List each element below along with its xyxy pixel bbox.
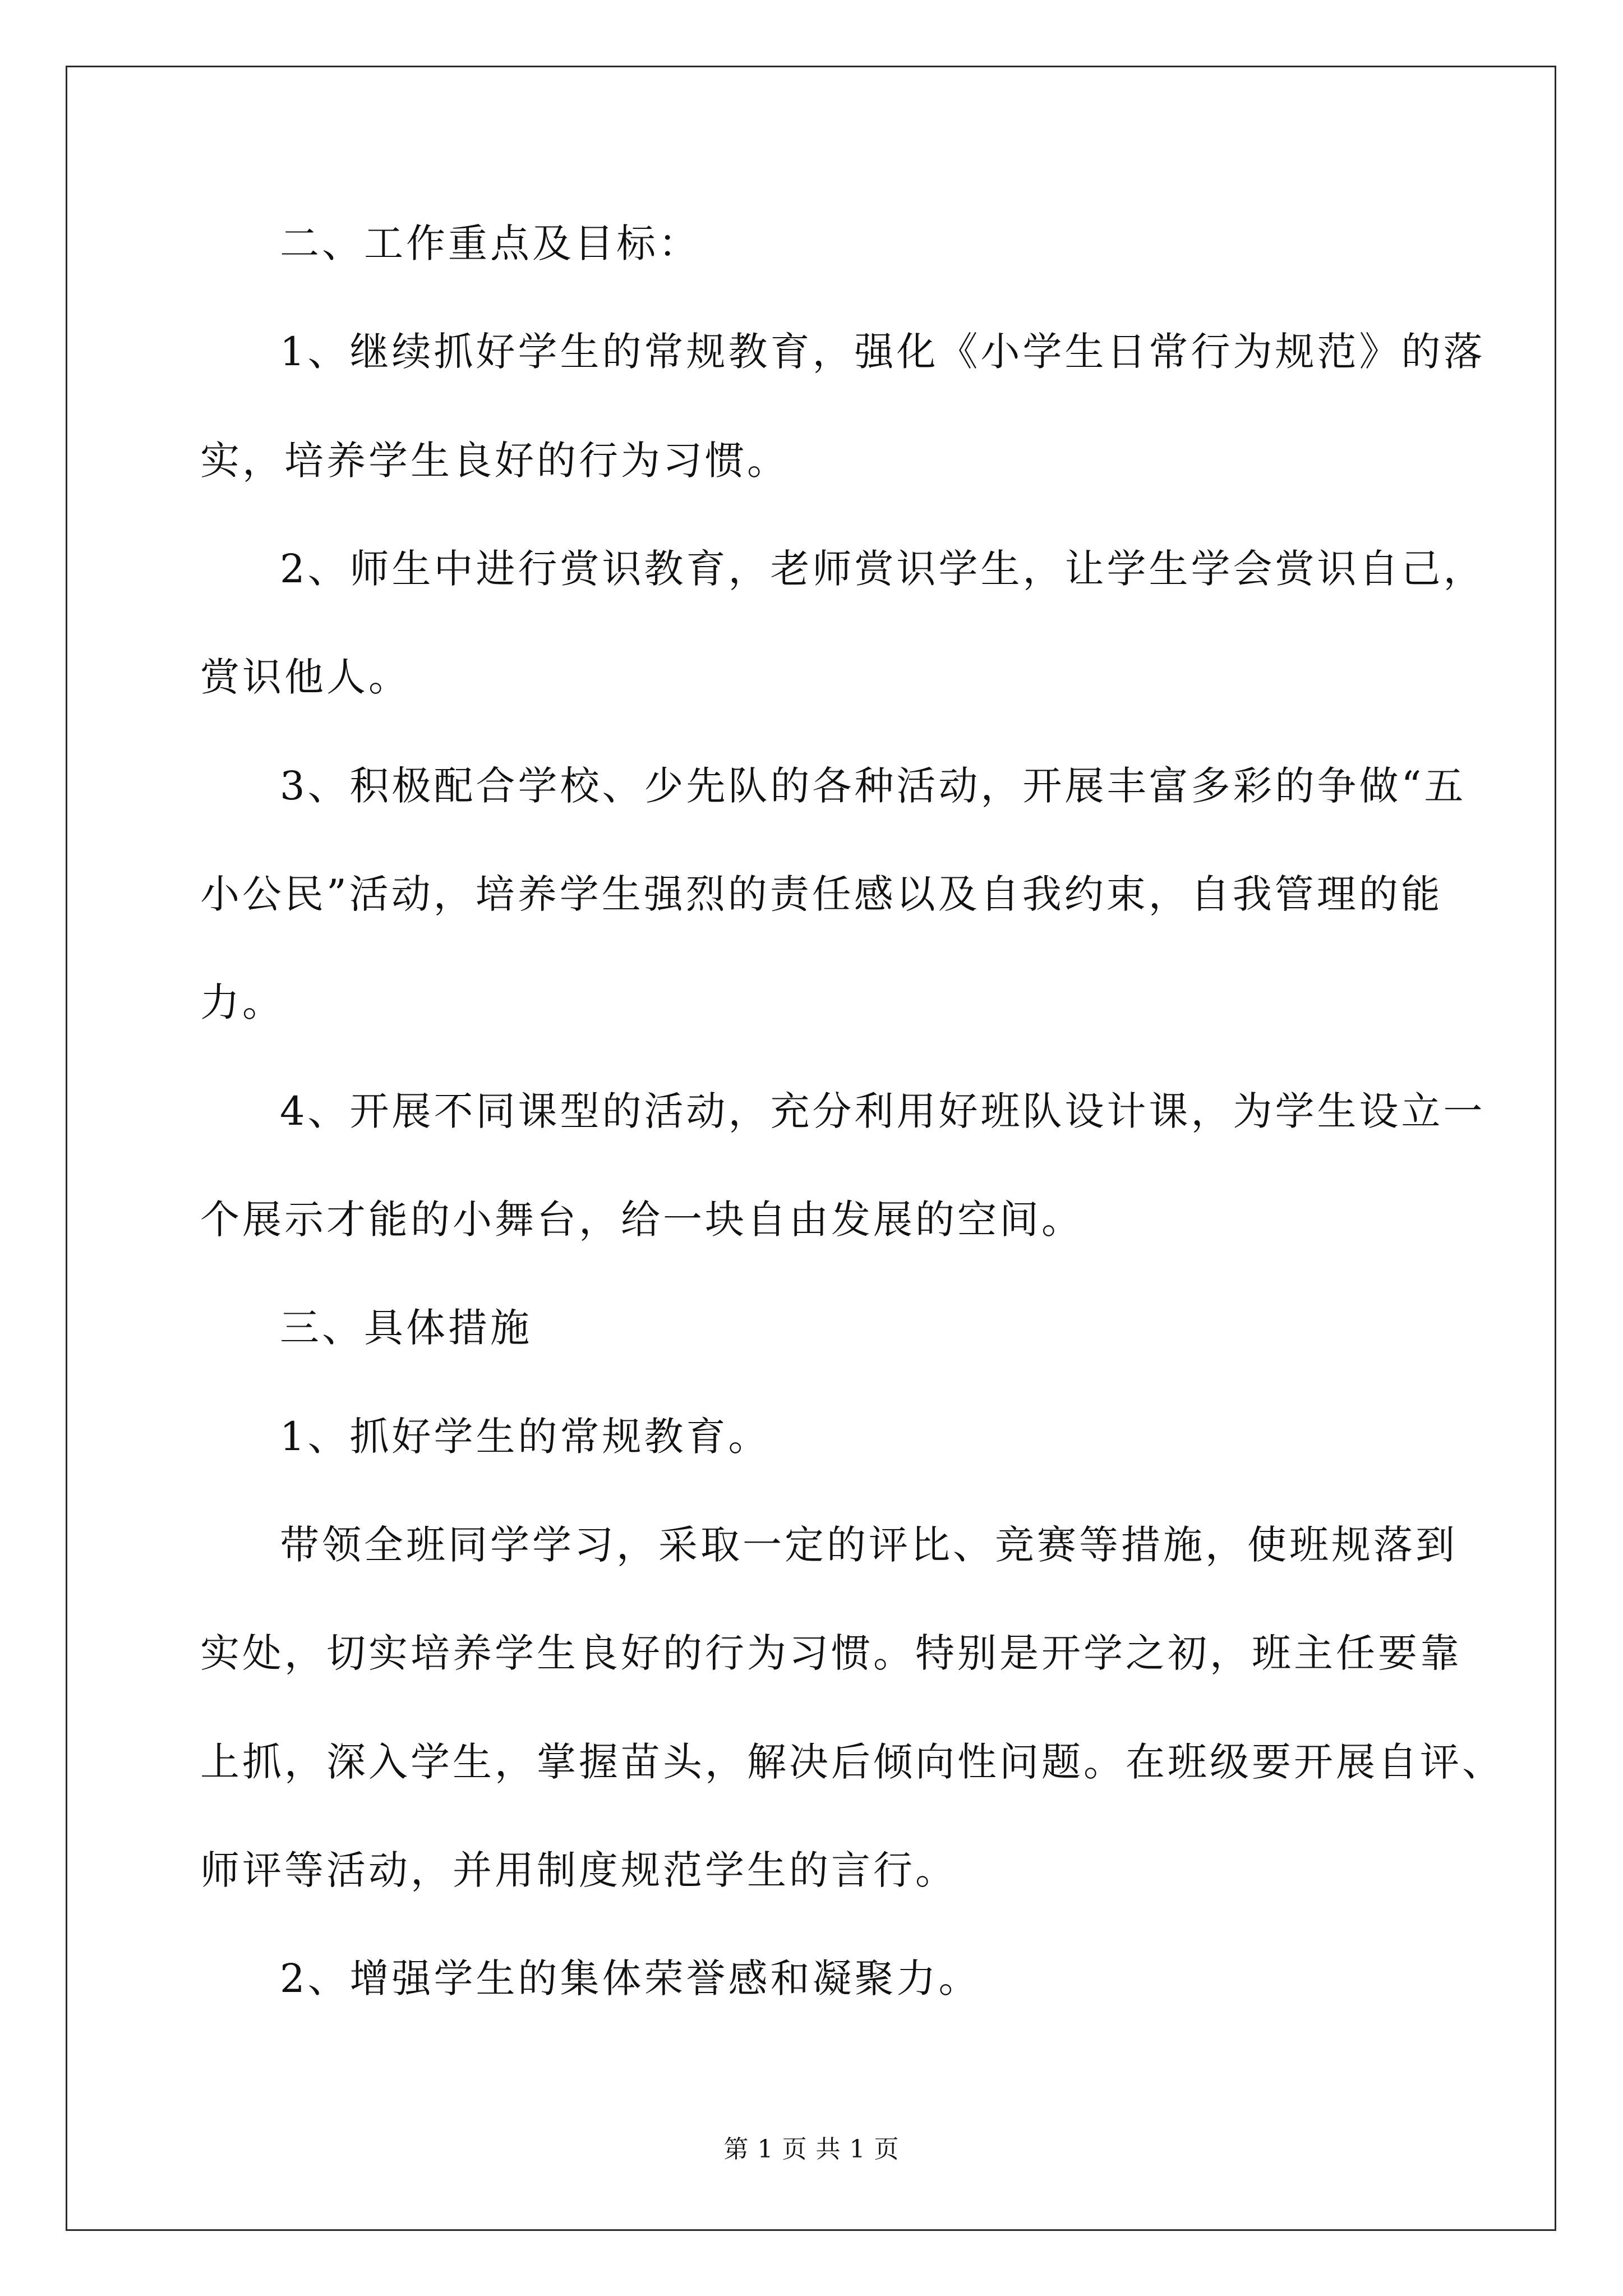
text-line: 4、开展不同课型的活动，充分利用好班队设计课，为学生设立一 (280, 1088, 1486, 1134)
text-line: 3、积极配合学校、少先队的各种活动，开展丰富多彩的争做“五 (280, 763, 1467, 809)
text-line: 2、师生中进行赏识教育，老师赏识学生，让学生学会赏识自己， (280, 546, 1486, 592)
text-line: 赏识他人。 (200, 654, 411, 700)
page-number: 第 1 页 共 1 页 (723, 2135, 900, 2164)
text-line: 力。 (200, 979, 284, 1025)
text-line: 带领全班同学学习，采取一定的评比、竞赛等措施，使班规落到 (280, 1522, 1458, 1568)
text-line: 二、工作重点及目标： (280, 220, 700, 266)
text-line: 1、抓好学生的常规教育。 (280, 1414, 771, 1460)
page-border (66, 66, 1556, 2231)
text-line: 小公民”活动，培养学生强烈的责任感以及自我约束，自我管理的能 (200, 871, 1443, 917)
text-line: 个展示才能的小舞台，给一块自由发展的空间。 (200, 1197, 1083, 1243)
text-line: 师评等活动，并用制度规范学生的言行。 (200, 1847, 957, 1893)
text-line: 1、继续抓好学生的常规教育，强化《小学生日常行为规范》的落 (280, 329, 1486, 375)
text-line: 实处，切实培养学生良好的行为习惯。特别是开学之初，班主任要靠 (200, 1630, 1462, 1676)
text-line: 上抓，深入学生，掌握苗头，解决后倾向性问题。在班级要开展自评、 (200, 1739, 1504, 1785)
section-heading: 三、具体措施 (280, 1305, 532, 1351)
text-line: 实，培养学生良好的行为习惯。 (200, 438, 789, 484)
text-line: 2、增强学生的集体荣誉感和凝聚力。 (280, 1955, 981, 2001)
